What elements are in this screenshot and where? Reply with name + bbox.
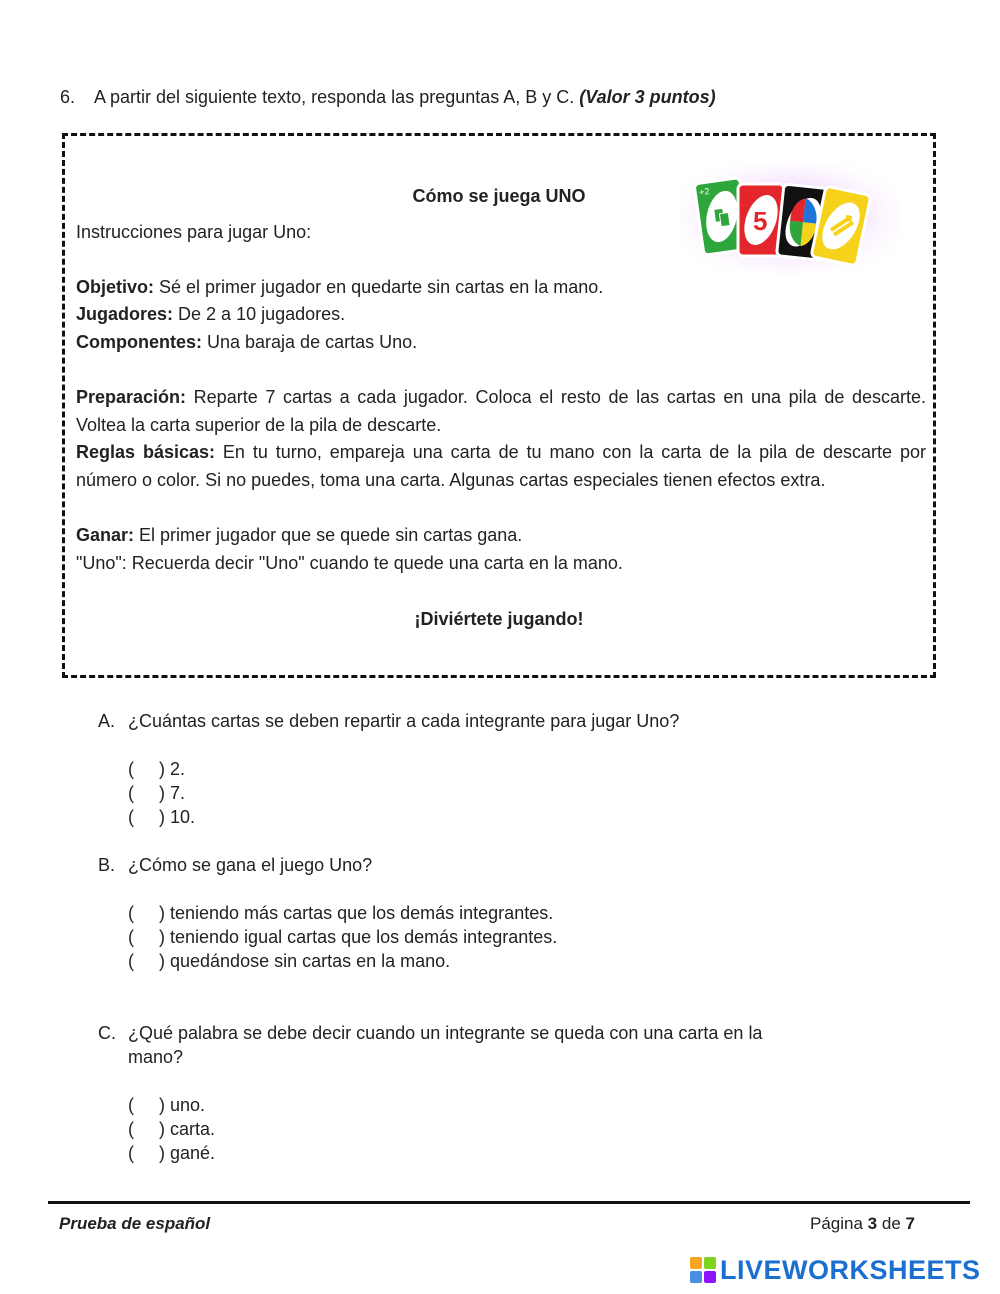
preparacion-paragraph — [76, 384, 926, 439]
objetivo-label: Objetivo: — [76, 277, 155, 297]
uno-line: "Uno": Recuerda decir "Uno" cuando te quede una carta en la mano. — [76, 553, 623, 573]
ganar-label: Ganar: — [76, 525, 135, 545]
card-five-label: 5 — [753, 206, 768, 236]
reglas-paragraph — [76, 439, 926, 494]
question-a — [98, 709, 928, 733]
ganar-text: El primer jugador que se quede sin cartas gana. — [134, 525, 523, 545]
jugadores-label: Jugadores: — [76, 304, 174, 324]
option-c-1[interactable]: ( ) uno. — [128, 1095, 206, 1115]
option-c-3[interactable]: ( ) gané. — [128, 1143, 216, 1163]
question-a-letter: A. — [98, 711, 116, 731]
componentes-line — [76, 329, 926, 357]
page-total: 7 — [905, 1214, 915, 1233]
uno-cards-illustration — [680, 162, 900, 274]
question-c — [98, 1021, 928, 1045]
option-a-3[interactable]: ( ) 10. — [128, 807, 196, 827]
page-of: de — [877, 1214, 906, 1233]
reglas-text: En tu turno, empareja una carta de tu mano con la carta de la pila de descarte por número o color. Si no puedes, toma una carta. Algunas cartas especiales tienen efectos extra. — [76, 442, 926, 490]
footer-divider — [48, 1201, 970, 1204]
preparacion-text: Reparte 7 cartas a cada jugador. Coloca el resto de las cartas en una pila de descarte. Voltea la carta superior de la pila de descarte. — [76, 387, 926, 435]
option-b-1[interactable]: ( ) teniendo más cartas que los demás integrantes. — [128, 903, 554, 923]
page-current: 3 — [867, 1214, 878, 1233]
box-title: Cómo se juega UNO — [412, 186, 586, 206]
question-6-value: (Valor 3 puntos) — [579, 87, 716, 107]
option-b-3[interactable]: ( ) quedándose sin cartas en la mano. — [128, 951, 451, 971]
question-b-letter: B. — [98, 855, 116, 875]
intro-line: Instrucciones para jugar Uno: — [76, 222, 312, 242]
question-6-header — [60, 85, 960, 109]
componentes-label: Componentes: — [76, 332, 202, 352]
closing-line: ¡Diviértete jugando! — [414, 609, 584, 629]
card-plus2-label: +2 — [698, 185, 711, 198]
jugadores-text: De 2 a 10 jugadores. — [173, 304, 346, 324]
option-c-2[interactable]: ( ) carta. — [128, 1119, 216, 1139]
ganar-line — [76, 522, 926, 550]
question-b — [98, 853, 928, 877]
objetivo-text: Sé el primer jugador en quedarte sin cartas en la mano. — [154, 277, 604, 297]
objetivo-line — [76, 274, 926, 302]
footer-page-number — [810, 1214, 915, 1234]
liveworksheets-brand[interactable] — [690, 1253, 981, 1287]
preparacion-label: Preparación: — [76, 387, 187, 407]
question-c-letter: C. — [98, 1023, 116, 1043]
liveworksheets-logo-icon — [690, 1257, 716, 1283]
question-a-text: ¿Cuántas cartas se deben repartir a cada integrante para jugar Uno? — [128, 711, 680, 731]
page-label: Página — [810, 1214, 868, 1233]
question-b-text: ¿Cómo se gana el juego Uno? — [128, 855, 373, 875]
option-b-2[interactable]: ( ) teniendo igual cartas que los demás integrantes. — [128, 927, 558, 947]
liveworksheets-wordmark: LIVEWORKSHEETS — [720, 1254, 981, 1285]
question-c-text-line1: ¿Qué palabra se debe decir cuando un integrante se queda con una carta en la — [128, 1023, 763, 1043]
uno-cards-image — [680, 162, 900, 274]
question-c-text-line2: mano? — [128, 1047, 184, 1067]
componentes-text: Una baraja de cartas Uno. — [202, 332, 418, 352]
option-a-2[interactable]: ( ) 7. — [128, 783, 186, 803]
reglas-label: Reglas básicas: — [76, 442, 215, 462]
jugadores-line — [76, 301, 926, 329]
question-number: 6. — [60, 87, 76, 107]
question-6-text: A partir del siguiente texto, responda las preguntas A, B y C. — [94, 87, 575, 107]
option-a-1[interactable]: ( ) 2. — [128, 759, 186, 779]
footer-test-name: Prueba de español — [59, 1214, 211, 1233]
